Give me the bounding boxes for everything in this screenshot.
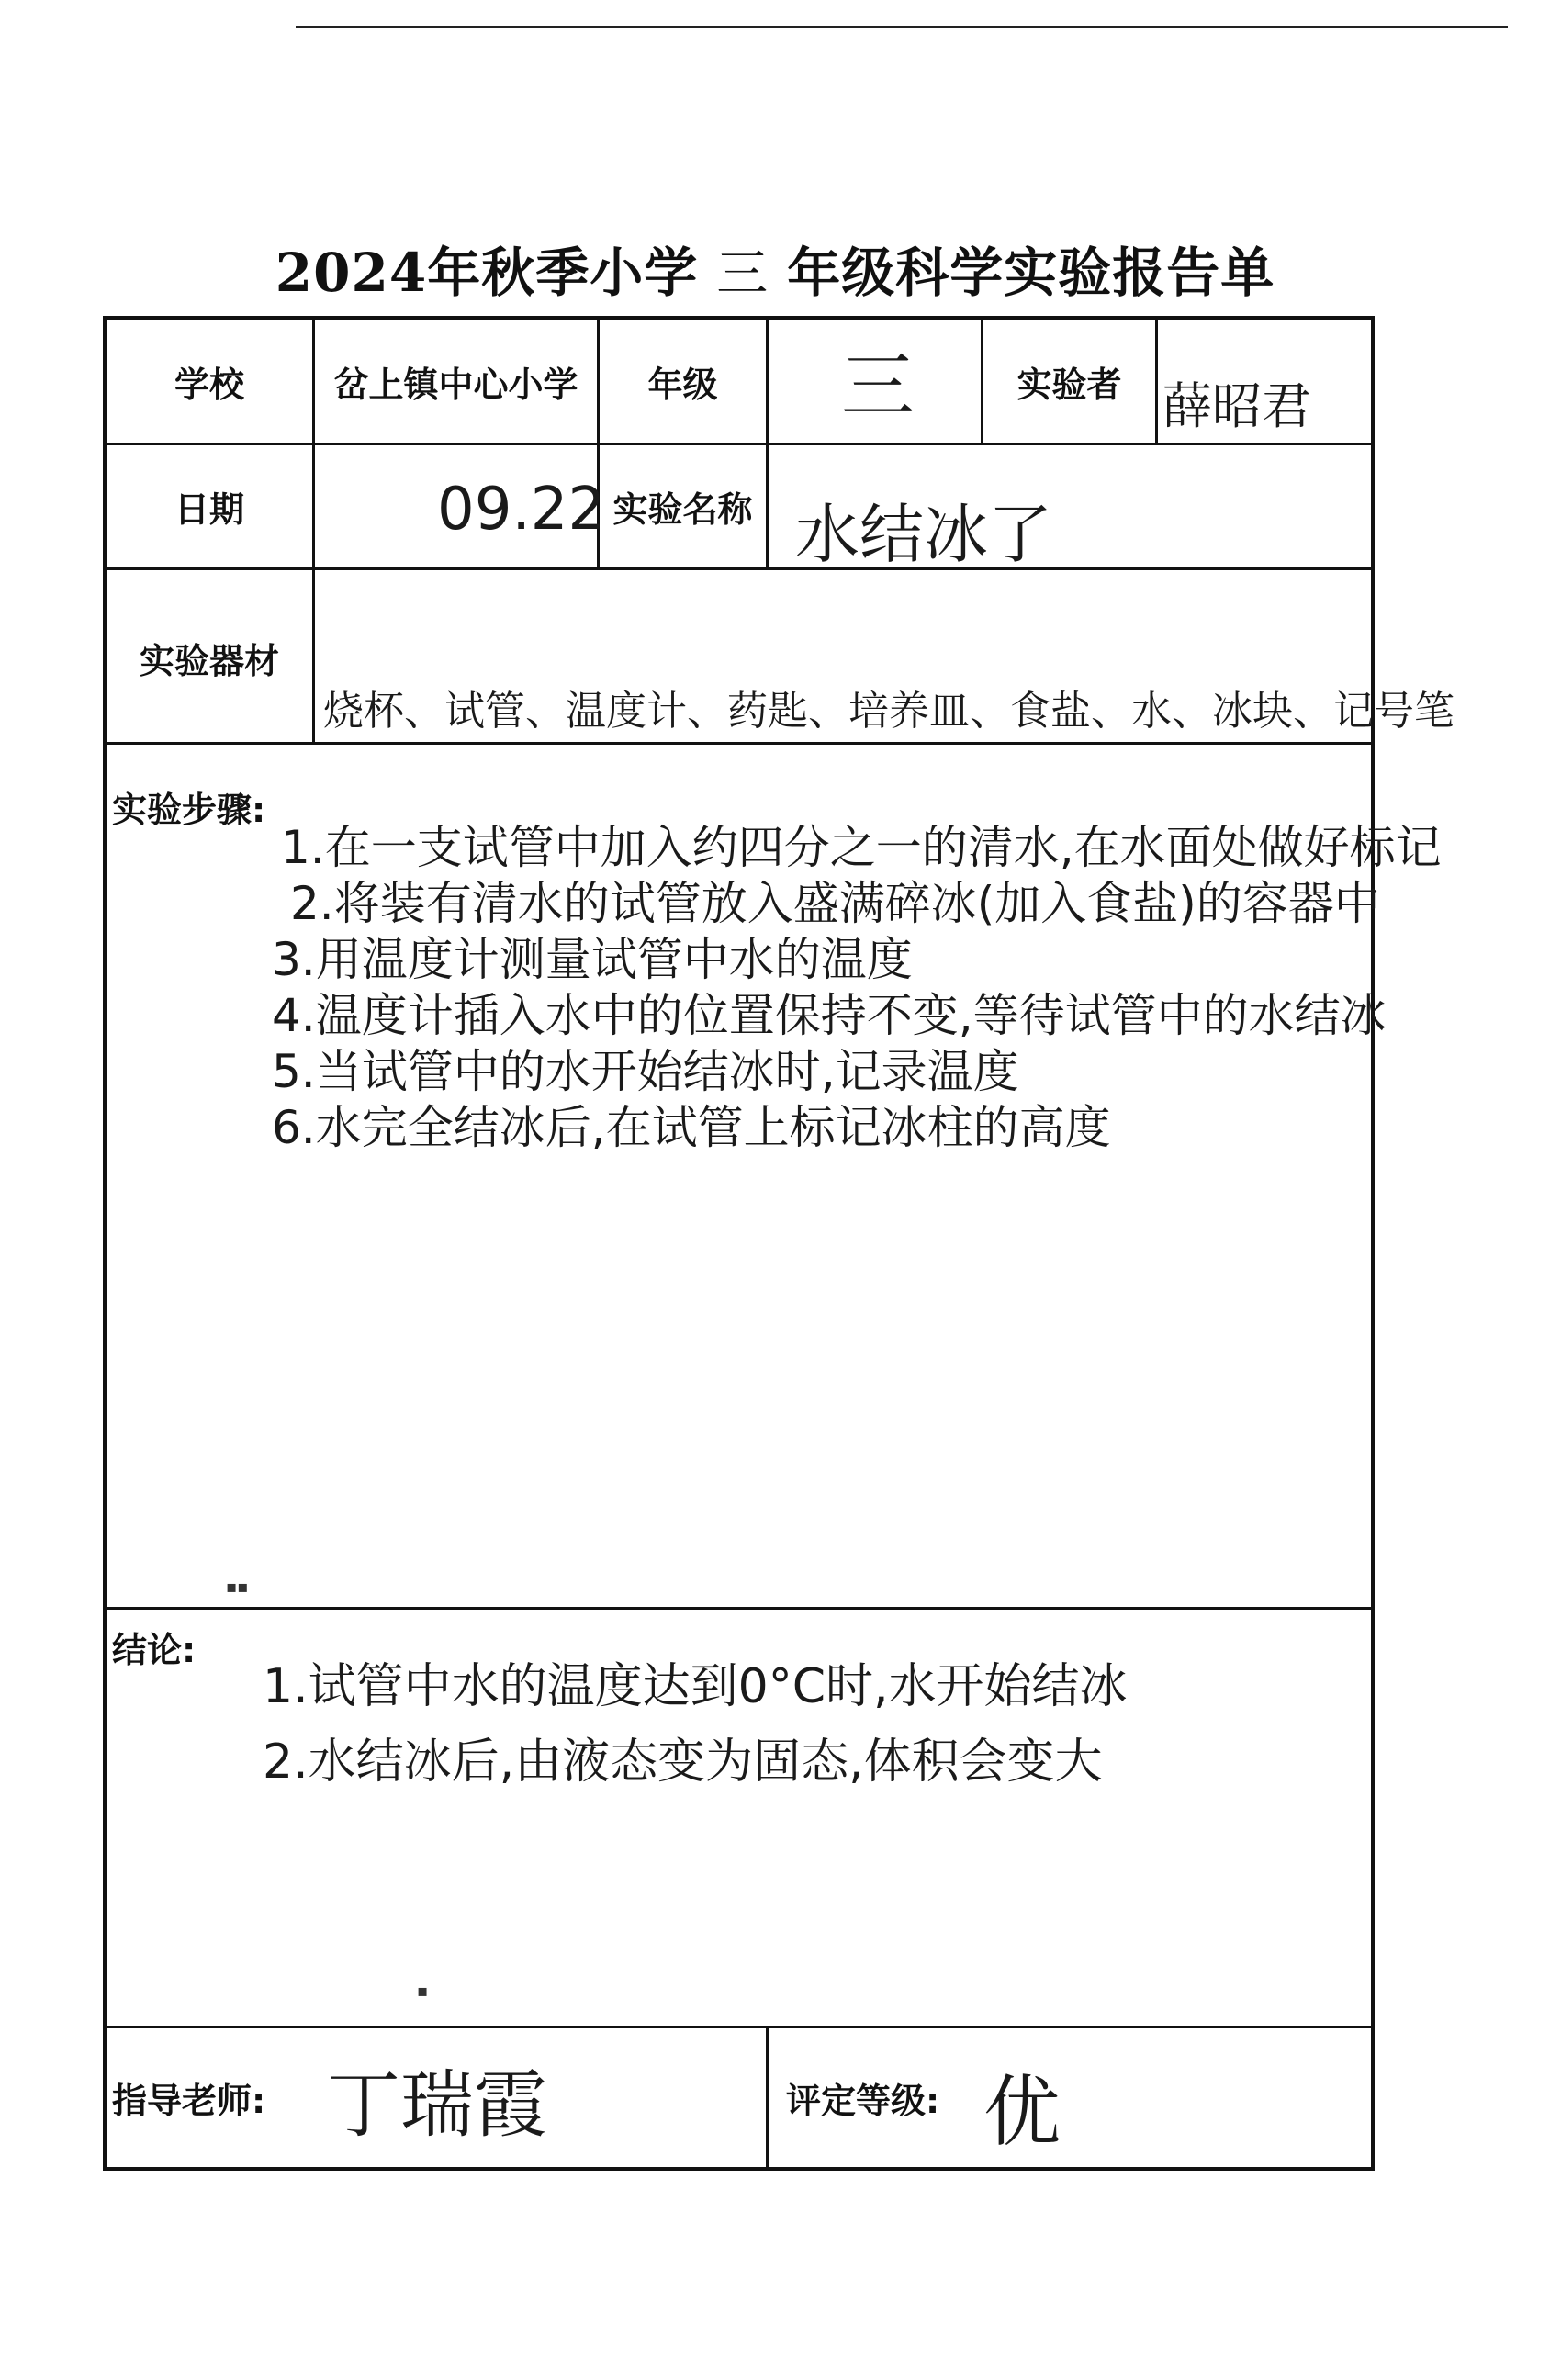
conclusion-label: 结论:: [112, 1629, 197, 1670]
scan-speck: ▪: [417, 1981, 429, 2001]
rating-label: 评定等级:: [786, 2080, 940, 2121]
step-item: 1.在一支试管中加入约四分之一的清水,在水面处做好标记: [281, 821, 1442, 874]
row-divider: [107, 2026, 1371, 2028]
col-divider: [766, 2026, 769, 2167]
grade-value: 三: [841, 343, 915, 429]
teacher-signature: 丁瑞霞: [327, 2062, 547, 2148]
step-item: 3.用温度计测量试管中水的温度: [272, 933, 913, 986]
materials-label: 实验器材: [139, 640, 279, 681]
school-label: 学校: [174, 364, 244, 405]
experimenter-value: 薛昭君: [1162, 377, 1311, 435]
step-item: 5.当试管中的水开始结冰时,记录温度: [272, 1045, 1019, 1098]
col-divider: [766, 320, 769, 567]
step-item: 4.温度计插入水中的位置保持不变,等待试管中的水结冰: [272, 989, 1387, 1042]
title-grade-fill: 三: [716, 244, 769, 304]
top-rule: [296, 26, 1508, 28]
date-value: 09.22: [437, 476, 606, 544]
date-label: 日期: [174, 489, 244, 530]
step-item: 6.水完全结冰后,在试管上标记冰柱的高度: [272, 1101, 1111, 1154]
teacher-label: 指导老师:: [112, 2080, 266, 2121]
experiment-name-value: 水结冰了: [795, 497, 1052, 572]
grade-label: 年级: [647, 364, 718, 405]
col-divider: [1155, 320, 1158, 443]
experiment-name-label: 实验名称: [612, 489, 753, 530]
materials-value: 烧杯、试管、温度计、药匙、培养皿、食盐、水、冰块、记号笔: [323, 688, 1455, 735]
experimenter-label: 实验者: [1016, 364, 1122, 405]
row-divider: [107, 1607, 1371, 1610]
school-value: 岔上镇中心小学: [333, 364, 578, 405]
rating-value: 优: [983, 2067, 1061, 2157]
conclusion-item: 1.试管中水的温度达到0°C时,水开始结冰: [263, 1659, 1128, 1714]
title-suffix: 年级科学实验报告单: [787, 241, 1275, 304]
steps-list: [272, 820, 1442, 1156]
report-form: [103, 316, 1455, 2171]
conclusion-list: [263, 1649, 1128, 1800]
title-prefix: 2024年秋季小学: [275, 241, 699, 304]
steps-label: 实验步骤:: [112, 789, 266, 830]
scan-speck: ▪▪: [226, 1577, 249, 1597]
page-title: [0, 230, 1550, 307]
step-item: 2.将装有清水的试管放入盛满碎冰(加入食盐)的容器中: [290, 877, 1380, 930]
conclusion-item: 2.水结冰后,由液态变为固态,体积会变大: [263, 1734, 1103, 1790]
